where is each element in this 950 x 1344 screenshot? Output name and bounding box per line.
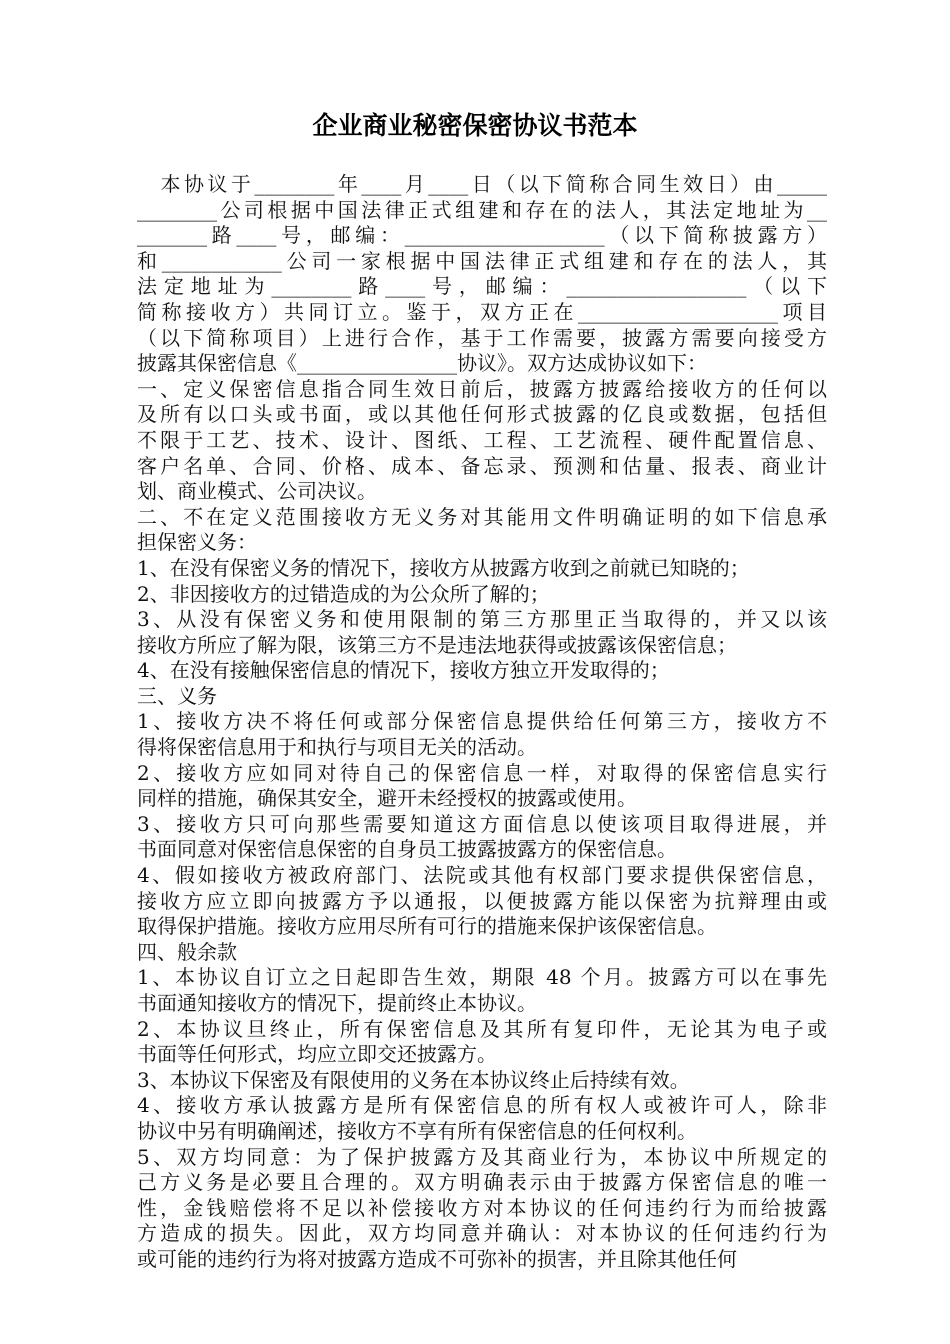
document-line: 性，金钱赔偿将不足以补偿接收方对本协议的任何违约行为而给披露 [137, 1195, 827, 1220]
document-line: 2、非因接收方的过错造成的为公众所了解的； [137, 581, 550, 606]
document-line: 三、义务 [137, 683, 217, 708]
document-line: 和____________公司一家根据中国法律正式组建和存在的法人，其 [137, 248, 827, 273]
document-line: 不限于工艺、技术、设计、图纸、工程、工艺流程、硬件配置信息、 [137, 427, 827, 452]
document-line: 3、从没有保密义务和使用限制的第三方那里正当取得的，并又以该 [137, 607, 827, 632]
document-line: 4、假如接收方被政府部门、法院或其他有权部门要求提供保密信息， [137, 863, 827, 888]
document-line: 划、商业模式、公司决议。 [137, 479, 377, 504]
document-line: 法定地址为________路____号，邮编：__________________（以下 [137, 274, 827, 299]
document-line: 接收方所应了解为限，该第三方不是违法地获得或披露该保密信息； [137, 632, 737, 657]
document-line: 同样的措施，确保其安全，避开未经授权的披露或使用。 [137, 786, 637, 811]
document-line: 一、定义保密信息指合同生效日前后，披露方披露给接收方的任何以 [137, 376, 827, 401]
document-line: 3、本协议下保密及有限使用的义务在本协议终止后持续有效。 [137, 1067, 690, 1092]
document-line: _______路____号，邮编：____________________（以下简称披露方） [137, 223, 827, 248]
document-line: 1、本协议自订立之日起即告生效，期限 48 个月。披露方可以在事先 [137, 965, 827, 990]
document-line: 客户名单、合同、价格、成本、备忘录、预测和估量、报表、商业计 [137, 453, 827, 478]
document-line: 简称接收方）共同订立。鉴于，双方正在____________________项目 [137, 299, 827, 324]
document-body [137, 172, 827, 1273]
document-line: 方造成的损失。因此，双方均同意并确认：对本协议的任何违约行为 [137, 1221, 827, 1246]
document-line: 取得保护措施。接收方应用尽所有可行的措施来保护该保密信息。 [137, 914, 717, 939]
document-line: 3、接收方只可向那些需要知道这方面信息以使该项目取得进展，并 [137, 811, 827, 836]
document-line: 本协议于________年____月____日（以下简称合同生效日）由_____ [137, 172, 827, 196]
document-line: 4、在没有接触保密信息的情况下，接收方独立开发取得的； [137, 658, 670, 683]
document-line: 或可能的违约行为将对披露方造成不可弥补的损害，并且除其他任何 [137, 1246, 737, 1271]
document-line: 担保密义务： [137, 530, 257, 555]
document-line: ________公司根据中国法律正式组建和存在的法人，其法定地址为__ [137, 197, 827, 222]
document-line: 披露其保密信息《________________协议》。双方达成协议如下： [137, 351, 707, 376]
document-line: 书面同意对保密信息保密的自身员工披露披露方的保密信息。 [137, 837, 677, 862]
document-line: 书面通知接收方的情况下，提前终止本协议。 [137, 991, 537, 1015]
document-line: 四、般余款 [137, 939, 237, 964]
document-line: 2、接收方应如同对待自己的保密信息一样，对取得的保密信息实行 [137, 760, 827, 785]
document-line: 书面等任何形式，均应立即交还披露方。 [137, 1042, 497, 1067]
document-line: （以下简称项目）上进行合作，基于工作需要，披露方需要向接受方 [137, 325, 827, 350]
document-line: 5、双方均同意：为了保护披露方及其商业行为，本协议中所规定的 [137, 1144, 827, 1169]
document-line: 接收方应立即向披露方予以通报，以便披露方能以保密为抗辩理由或 [137, 888, 827, 913]
document-title: 企业商业秘密保密协议书范本 [312, 111, 638, 140]
document-line: 及所有以口头或书面，或以其他任何形式披露的亿良或数据，包括但 [137, 402, 827, 427]
document-line: 己方义务是必要且合理的。双方明确表示由于披露方保密信息的唯一 [137, 1170, 827, 1195]
document-line: 1、在没有保密义务的情况下，接收方从披露方收到之前就已知晓的； [137, 555, 750, 580]
document-line: 二、不在定义范围接收方无义务对其能用文件明确证明的如下信息承 [137, 504, 827, 529]
document-line: 得将保密信息用于和执行与项目无关的活动。 [137, 735, 537, 760]
document-line: 协议中另有明确阐述，接收方不享有所有保密信息的任何权利。 [137, 1118, 697, 1143]
document-line: 1、接收方决不将任何或部分保密信息提供给任何第三方，接收方不 [137, 709, 827, 734]
document-line: 4、接收方承认披露方是所有保密信息的所有权人或被许可人，除非 [137, 1093, 827, 1118]
document-line: 2、本协议旦终止，所有保密信息及其所有复印件，无论其为电子或 [137, 1016, 827, 1041]
